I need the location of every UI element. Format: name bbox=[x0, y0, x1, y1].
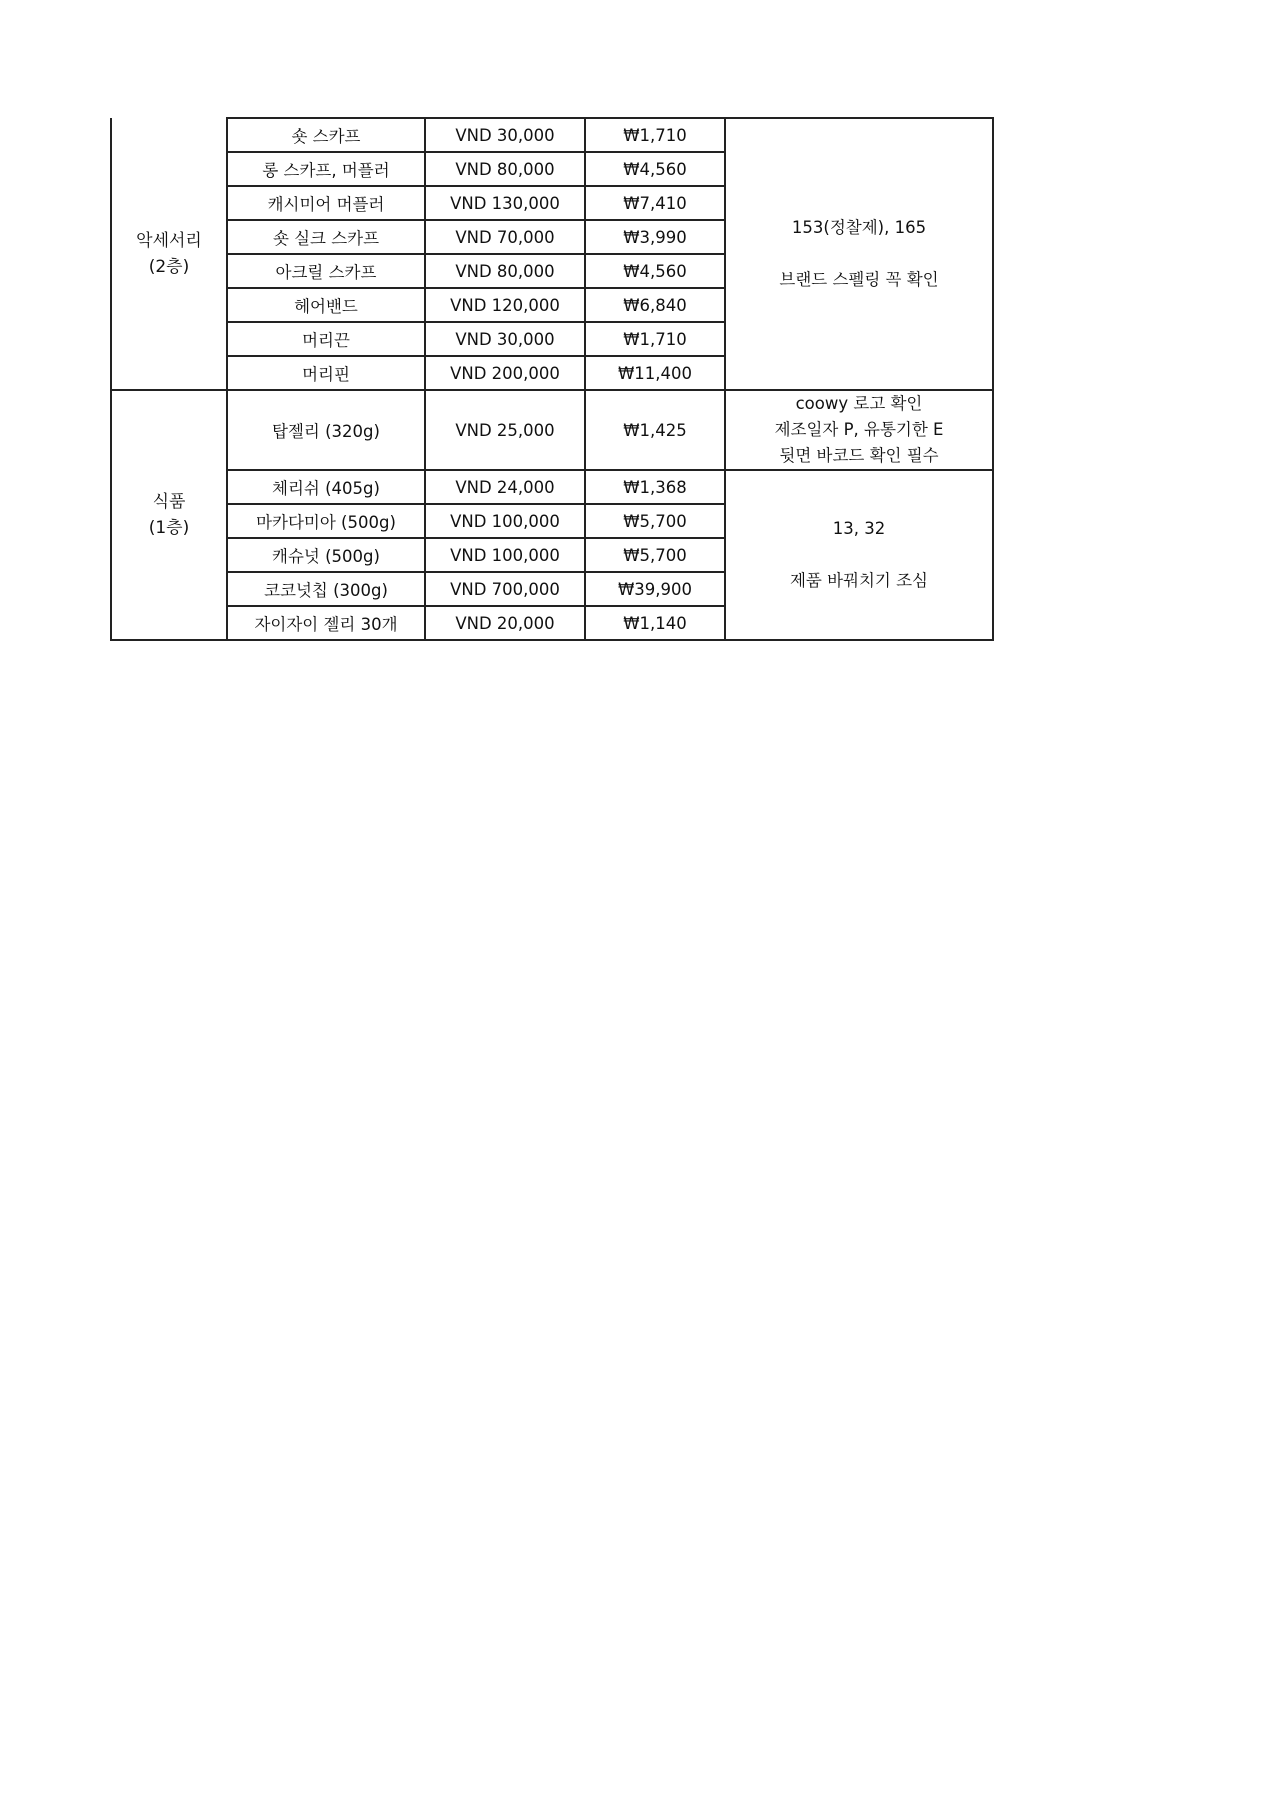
item-name: 헤어밴드 bbox=[227, 288, 425, 322]
note-cell bbox=[725, 470, 993, 640]
price-krw: ₩1,425 bbox=[585, 390, 725, 470]
price-krw: ₩11,400 bbox=[585, 356, 725, 390]
table-row bbox=[111, 390, 993, 470]
note-cell bbox=[725, 390, 993, 470]
item-name: 체리쉬 (405g) bbox=[227, 470, 425, 504]
category-floor: (2층) bbox=[148, 256, 190, 277]
price-vnd: VND 25,000 bbox=[425, 390, 585, 470]
item-name: 마카다미아 (500g) bbox=[227, 504, 425, 538]
category-floor: (1층) bbox=[148, 518, 190, 538]
category-label: 악세서리 bbox=[136, 230, 202, 251]
price-vnd: VND 20,000 bbox=[425, 606, 585, 640]
note-line: 제조일자 P, 유통기한 E bbox=[774, 420, 944, 439]
note-line: 제품 바꿔치기 조심 bbox=[789, 571, 928, 590]
item-name: 숏 스카프 bbox=[227, 118, 425, 152]
price-krw: ₩3,990 bbox=[585, 220, 725, 254]
note-line: 뒷면 바코드 확인 필수 bbox=[779, 446, 939, 465]
note-line: coowy 로고 확인 bbox=[795, 394, 923, 413]
price-krw: ₩4,560 bbox=[585, 254, 725, 288]
item-name: 탑젤리 (320g) bbox=[227, 390, 425, 470]
category-label: 식품 bbox=[152, 492, 186, 512]
price-vnd: VND 24,000 bbox=[425, 470, 585, 504]
table-row bbox=[111, 118, 993, 152]
note-cell bbox=[725, 118, 993, 390]
category-cell bbox=[111, 390, 227, 640]
price-krw: ₩6,840 bbox=[585, 288, 725, 322]
price-krw: ₩1,368 bbox=[585, 470, 725, 504]
price-vnd: VND 120,000 bbox=[425, 288, 585, 322]
category-cell bbox=[111, 118, 227, 390]
table-row bbox=[111, 470, 993, 504]
price-vnd: VND 80,000 bbox=[425, 152, 585, 186]
price-krw: ₩1,710 bbox=[585, 322, 725, 356]
price-krw: ₩39,900 bbox=[585, 572, 725, 606]
price-vnd: VND 100,000 bbox=[425, 538, 585, 572]
note-line: 153(정찰제), 165 bbox=[791, 218, 927, 237]
price-krw: ₩5,700 bbox=[585, 504, 725, 538]
price-vnd: VND 80,000 bbox=[425, 254, 585, 288]
price-vnd: VND 130,000 bbox=[425, 186, 585, 220]
price-krw: ₩1,710 bbox=[585, 118, 725, 152]
price-krw: ₩4,560 bbox=[585, 152, 725, 186]
price-vnd: VND 70,000 bbox=[425, 220, 585, 254]
note-line: 브랜드 스펠링 꼭 확인 bbox=[779, 270, 939, 289]
note-line: 13, 32 bbox=[832, 519, 886, 538]
price-vnd: VND 100,000 bbox=[425, 504, 585, 538]
item-name: 롱 스카프, 머플러 bbox=[227, 152, 425, 186]
item-name: 자이자이 젤리 30개 bbox=[227, 606, 425, 640]
item-name: 머리끈 bbox=[227, 322, 425, 356]
item-name: 숏 실크 스카프 bbox=[227, 220, 425, 254]
item-name: 캐슈넛 (500g) bbox=[227, 538, 425, 572]
price-vnd: VND 700,000 bbox=[425, 572, 585, 606]
item-name: 머리핀 bbox=[227, 356, 425, 390]
price-vnd: VND 30,000 bbox=[425, 118, 585, 152]
item-name: 아크릴 스카프 bbox=[227, 254, 425, 288]
item-name: 캐시미어 머플러 bbox=[227, 186, 425, 220]
price-vnd: VND 200,000 bbox=[425, 356, 585, 390]
price-table bbox=[110, 117, 994, 641]
price-vnd: VND 30,000 bbox=[425, 322, 585, 356]
price-krw: ₩7,410 bbox=[585, 186, 725, 220]
price-krw: ₩5,700 bbox=[585, 538, 725, 572]
item-name: 코코넛칩 (300g) bbox=[227, 572, 425, 606]
price-krw: ₩1,140 bbox=[585, 606, 725, 640]
